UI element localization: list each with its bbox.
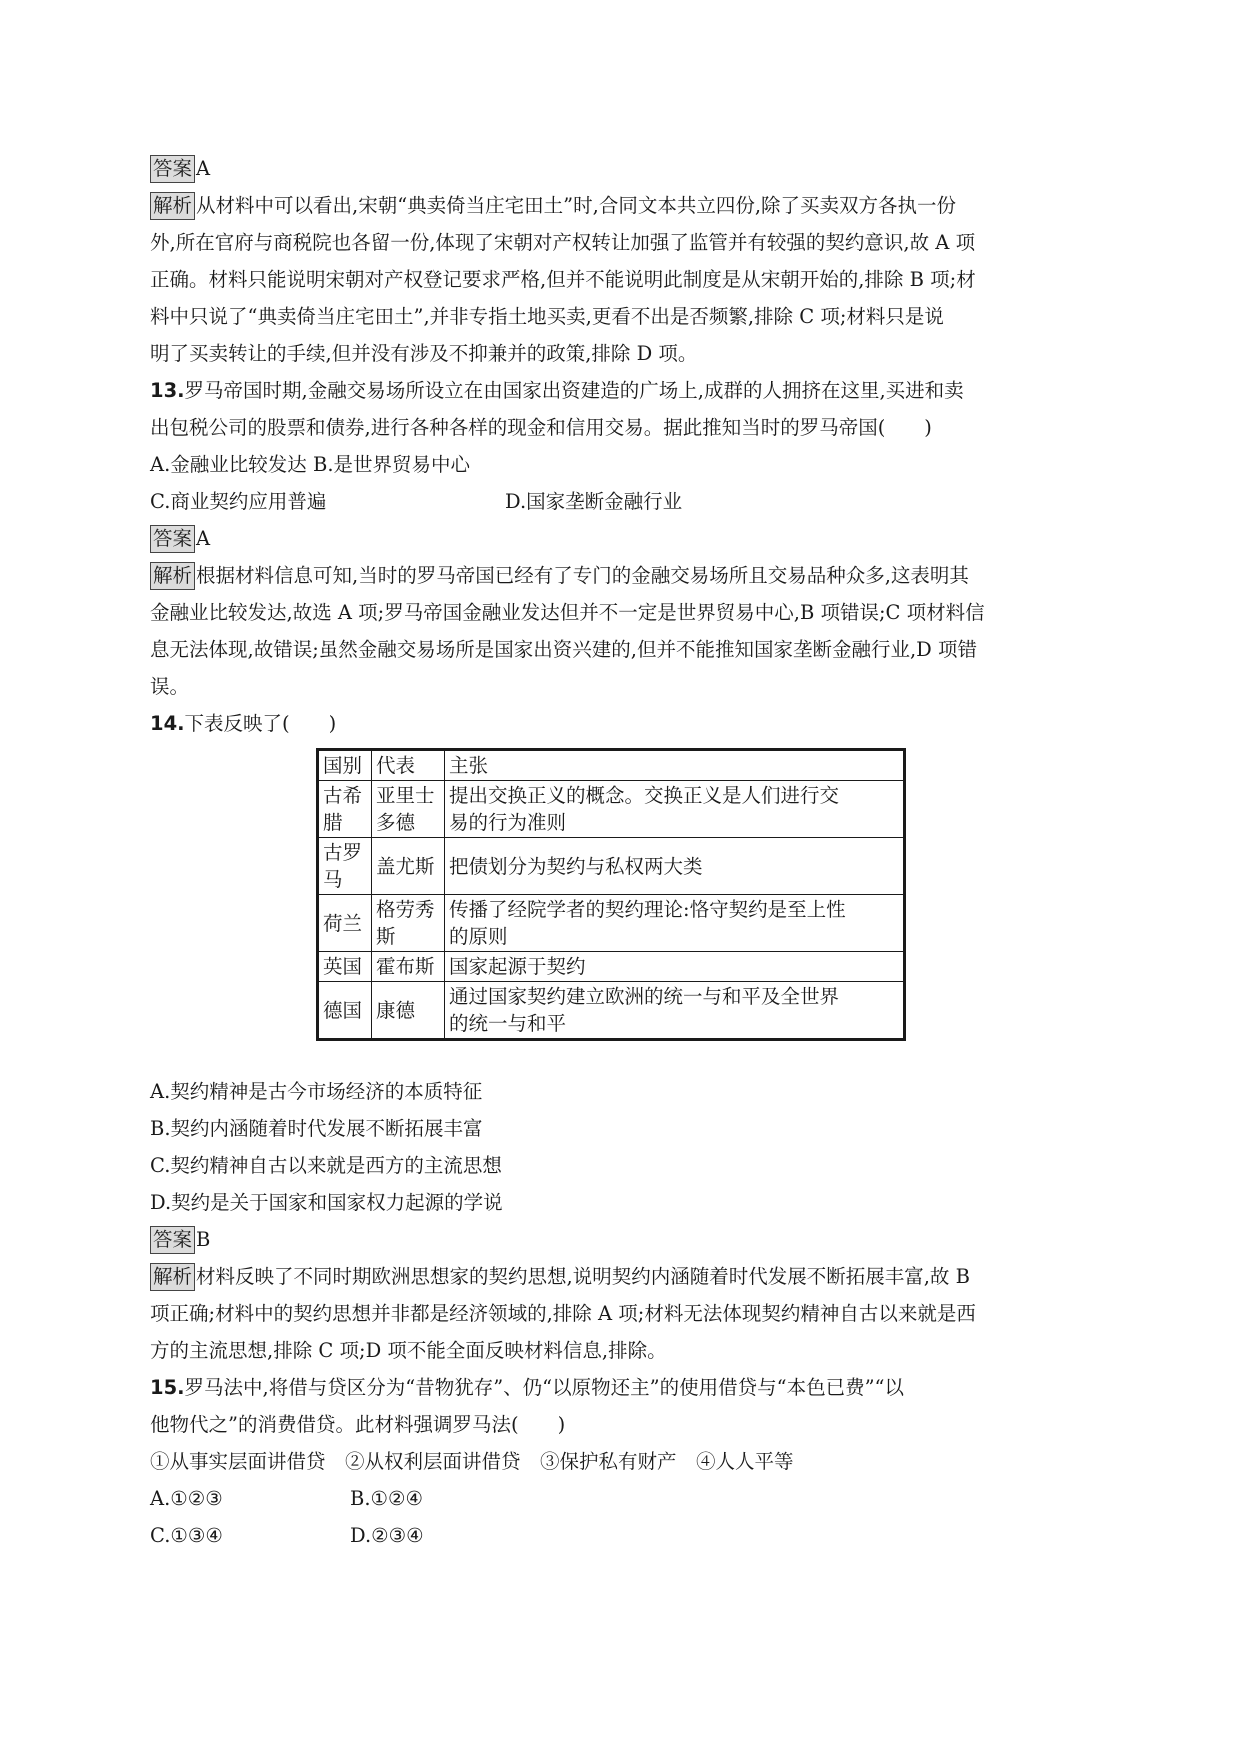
table-row <box>318 952 905 982</box>
q14-option-a: A.契约精神是古今市场经济的本质特征 <box>150 1080 483 1103</box>
q15-option-b: B.①②④ <box>350 1487 423 1510</box>
q13-option-d: D.国家垄断金融行业 <box>505 490 683 513</box>
analysis-label: 解析 <box>150 192 195 220</box>
table-header-row <box>318 750 905 781</box>
q15-items: ①从事实层面讲借贷 ②从权利层面讲借贷 ③保护私有财产 ④人人平等 <box>150 1450 794 1473</box>
q12-answer: A <box>196 157 211 180</box>
q14-option-d: D.契约是关于国家和国家权力起源的学说 <box>150 1191 503 1214</box>
table-cell-claim: 把债划分为契约与私权两大类 <box>445 838 905 895</box>
q13-stem-line-2: 出包税公司的股票和债券,进行各种各样的现金和信用交易。据此推知当时的罗马帝国( ) <box>150 416 932 439</box>
q12-analysis-line-2: 外,所在官府与商税院也各留一份,体现了宋朝对产权转让加强了监管并有较强的契约意识,故 A 项 <box>150 231 976 254</box>
q14-stem: 14.下表反映了( ) <box>150 712 337 735</box>
q13-stem-line-1: 13.罗马帝国时期,金融交易场所设立在由国家出资建造的广场上,成群的人拥挤在这里,买进和卖 <box>150 379 964 402</box>
table-cell-person: 亚里士 多德 <box>372 781 445 838</box>
table-cell-country: 古希 腊 <box>318 781 372 838</box>
q15-option-a: A.①②③ <box>150 1487 223 1510</box>
q14-option-c: C.契约精神自古以来就是西方的主流思想 <box>150 1154 502 1177</box>
table-header-person: 代表 <box>372 750 445 781</box>
table-row <box>318 982 905 1040</box>
table-cell-country: 德国 <box>318 982 372 1040</box>
q15-options-row-2 <box>150 1517 1090 1554</box>
q13-analysis-line-2: 金融业比较发达,故选 A 项;罗马帝国金融业发达但并不一定是世界贸易中心,B 项错误;C 项材料信 <box>150 601 985 624</box>
table-cell-country: 荷兰 <box>318 895 372 952</box>
q15-stem-line-1: 15.罗马法中,将借与贷区分为“昔物犹存”、仍“以原物还主”的使用借贷与“本色已费”“以 <box>150 1376 905 1399</box>
q15-option-d: D.②③④ <box>350 1524 424 1547</box>
document-page <box>150 150 1090 1554</box>
q13-options-row-1 <box>150 446 1090 483</box>
table-cell-country: 古罗 马 <box>318 838 372 895</box>
q15-number: 15. <box>150 1376 185 1399</box>
table-cell-person: 格劳秀 斯 <box>372 895 445 952</box>
q12-answer-line <box>150 150 1090 187</box>
answer-label: 答案 <box>150 525 195 553</box>
contract-thought-table <box>316 748 906 1041</box>
table-row <box>318 838 905 895</box>
analysis-label: 解析 <box>150 1263 195 1291</box>
q13-answer-line <box>150 520 1090 557</box>
q14-analysis-line-2: 项正确;材料中的契约思想并非都是经济领域的,排除 A 项;材料无法体现契约精神自古以来就是西 <box>150 1302 976 1325</box>
q14-answer: B <box>196 1228 211 1251</box>
q13-option-c: C.商业契约应用普遍 <box>150 490 327 513</box>
q12-analysis-line-1: 解析 从材料中可以看出,宋朝“典卖倚当庄宅田土”时,合同文本共立四份,除了买卖双方各执一份 <box>150 187 1090 224</box>
q15-options-row-1 <box>150 1480 1090 1517</box>
q14-answer-line <box>150 1221 1090 1258</box>
q14-analysis-line-1: 解析 材料反映了不同时期欧洲思想家的契约思想,说明契约内涵随着时代发展不断拓展丰富,故 B <box>150 1258 1090 1295</box>
table-cell-person: 盖尤斯 <box>372 838 445 895</box>
table-cell-person: 霍布斯 <box>372 952 445 982</box>
q13-number: 13. <box>150 379 185 402</box>
q15-option-c: C.①③④ <box>150 1524 223 1547</box>
q13-analysis-line-4: 误。 <box>150 675 190 698</box>
table-header-country: 国别 <box>318 750 372 781</box>
q13-option-a: A.金融业比较发达 <box>150 453 307 476</box>
table-cell-person: 康德 <box>372 982 445 1040</box>
table-row <box>318 781 905 838</box>
table-cell-claim: 通过国家契约建立欧洲的统一与和平及全世界 的统一与和平 <box>445 982 905 1040</box>
table-cell-claim: 国家起源于契约 <box>445 952 905 982</box>
q13-options-row-2 <box>150 483 1090 520</box>
q13-answer: A <box>196 527 211 550</box>
q13-analysis-line-3: 息无法体现,故错误;虽然金融交易场所是国家出资兴建的,但并不能推知国家垄断金融行业,D 项错 <box>150 638 977 661</box>
table-cell-country: 英国 <box>318 952 372 982</box>
table-row <box>318 895 905 952</box>
answer-label: 答案 <box>150 1226 195 1254</box>
q14-number: 14. <box>150 712 185 735</box>
q13-option-b: B.是世界贸易中心 <box>312 453 471 476</box>
answer-label: 答案 <box>150 155 195 183</box>
table-header-claim: 主张 <box>445 750 905 781</box>
analysis-label: 解析 <box>150 562 195 590</box>
q12-analysis-line-5: 明了买卖转让的手续,但并没有涉及不抑兼并的政策,排除 D 项。 <box>150 342 698 365</box>
q14-option-b: B.契约内涵随着时代发展不断拓展丰富 <box>150 1117 483 1140</box>
q13-analysis-line-1: 解析 根据材料信息可知,当时的罗马帝国已经有了专门的金融交易场所且交易品种众多,这表明其 <box>150 557 1090 594</box>
q12-analysis-line-3: 正确。材料只能说明宋朝对产权登记要求严格,但并不能说明此制度是从宋朝开始的,排除 B 项;材 <box>150 268 976 291</box>
table-cell-claim: 提出交换正义的概念。交换正义是人们进行交 易的行为准则 <box>445 781 905 838</box>
q12-analysis-line-4: 料中只说了“典卖倚当庄宅田土”,并非专指土地买卖,更看不出是否频繁,排除 C 项;材料只是说 <box>150 305 944 328</box>
q14-analysis-line-3: 方的主流思想,排除 C 项;D 项不能全面反映材料信息,排除。 <box>150 1339 667 1362</box>
q15-stem-line-2: 他物代之”的消费借贷。此材料强调罗马法( ) <box>150 1413 566 1436</box>
table-cell-claim: 传播了经院学者的契约理论:恪守契约是至上性 的原则 <box>445 895 905 952</box>
